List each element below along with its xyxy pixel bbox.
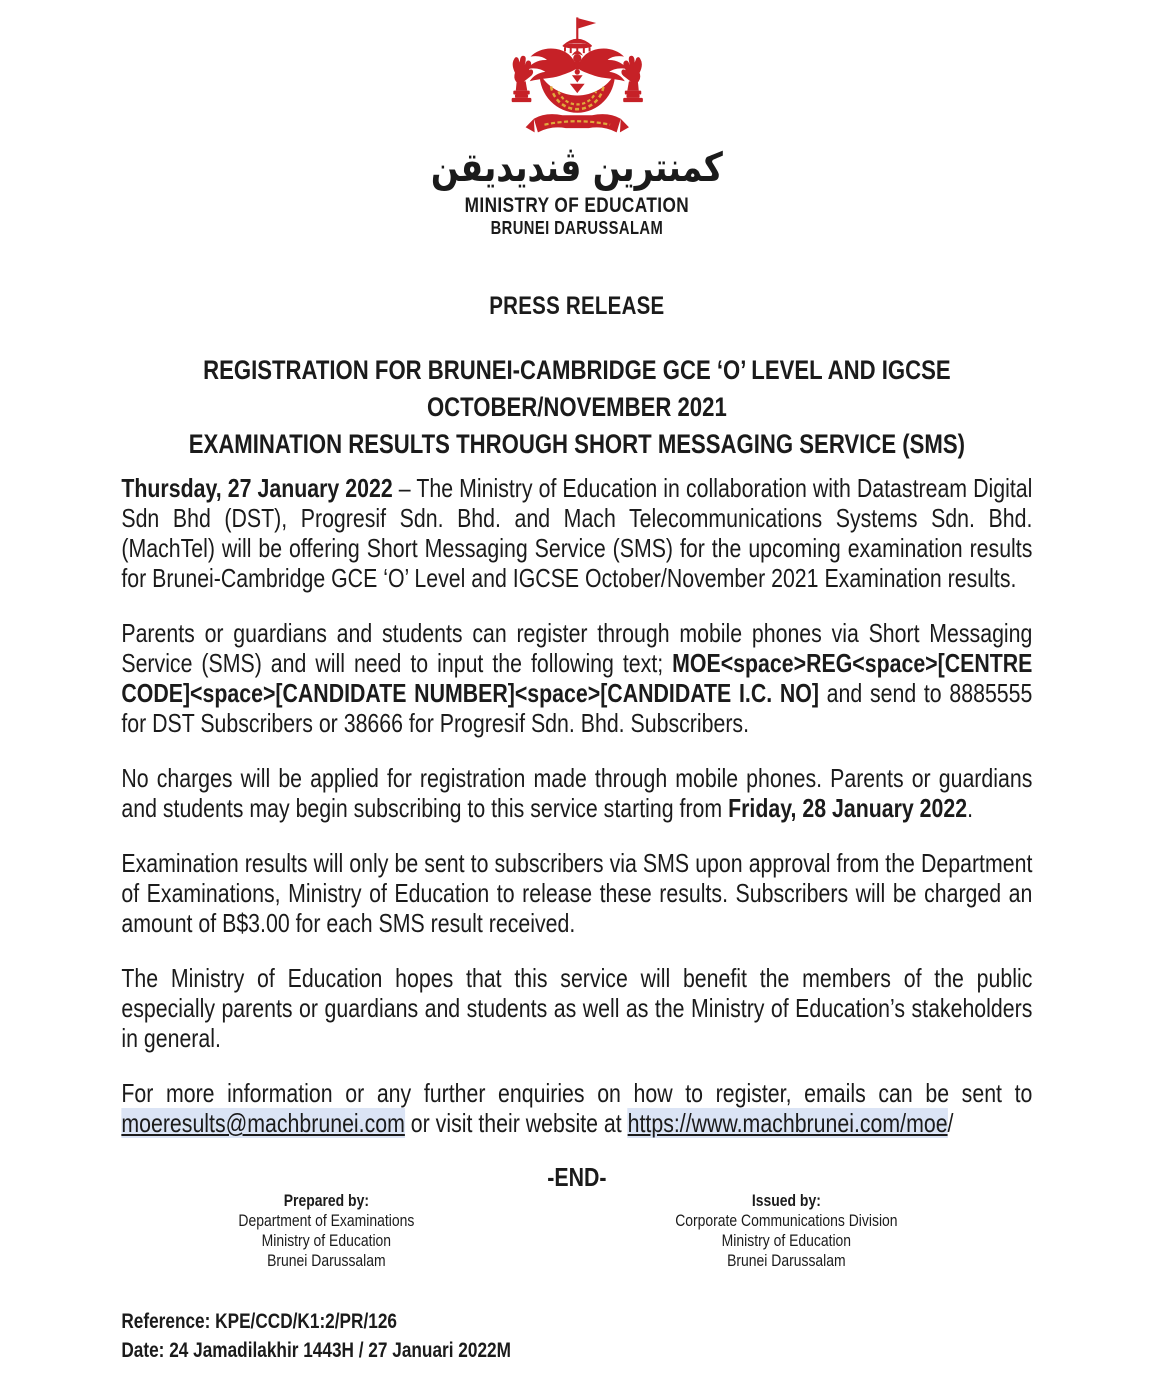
ministry-name-jawi: كمنترين ڤنديديقن xyxy=(430,145,723,191)
brunei-national-crest-icon xyxy=(487,14,667,140)
end-marker: -END- xyxy=(547,1162,607,1192)
prepared-by-department: Department of Examinations xyxy=(238,1211,415,1230)
issued-by-division: Corporate Communications Division xyxy=(675,1211,898,1230)
paragraph-contact-text: For more information or any further enquiries on how to register, emails can be sent to xyxy=(121,1078,1033,1108)
paragraph-announcement-text: – The Ministry of Education in collaboration with Datastream Digital Sdn Bhd (DST), Progresif Sdn. Bhd. and Mach Telecommunications Systems Sdn. Bhd. (MachTel) will be offering Short Messaging Service (SMS) for the upcoming examination results for Brunei-Cambridge GCE ‘O’ Level and IGCSE October/November 2021 Examination results. xyxy=(121,473,1033,593)
document-title xyxy=(121,352,1032,463)
paragraph-announcement xyxy=(121,473,1032,593)
crest-left-hand-icon xyxy=(511,56,532,102)
document-title-line2: EXAMINATION RESULTS THROUGH SHORT MESSAGING SERVICE (SMS) xyxy=(188,429,965,459)
issued-by-ministry: Ministry of Education xyxy=(721,1231,852,1250)
document-title-line1: REGISTRATION FOR BRUNEI-CAMBRIDGE GCE ‘O’ LEVEL AND IGCSE OCTOBER/NOVEMBER 2021 xyxy=(203,355,951,422)
prepared-by-label: Prepared by: xyxy=(283,1191,369,1210)
paragraph-contact-text-2: or visit their website at xyxy=(404,1108,628,1138)
ministry-letterhead xyxy=(0,0,1154,238)
issued-by-block xyxy=(540,1191,1032,1271)
document-body xyxy=(0,292,1154,1365)
email-link[interactable]: moeresults@machbrunei.com xyxy=(121,1108,405,1138)
paragraph-registration-text-2: and send to 8885555 for DST Subscribers or 38666 for Progresif Sdn. Bhd. Subscribers. xyxy=(121,678,1033,738)
reference-number: Reference: KPE/CCD/K1:2/PR/126 xyxy=(121,1310,397,1333)
country-name: BRUNEI DARUSSALAM xyxy=(490,218,664,238)
subscription-start-date: Friday, 28 January 2022 xyxy=(728,793,968,823)
paragraph-charges xyxy=(121,763,1032,823)
reference-block xyxy=(121,1307,1032,1365)
signoff-section xyxy=(121,1191,1032,1271)
website-link[interactable]: https://www.machbrunei.com/moe xyxy=(627,1108,948,1138)
prepared-by-block xyxy=(121,1191,531,1271)
paragraph-charges-text: No charges will be applied for registration made through mobile phones. Parents or guardians and students may begin subscribing to this service starting from xyxy=(121,763,1033,823)
crest-right-hand-icon xyxy=(621,56,642,102)
issued-by-label: Issued by: xyxy=(751,1191,821,1210)
issued-by-country: Brunei Darussalam xyxy=(727,1251,846,1270)
paragraph-contact-text-3: / xyxy=(947,1108,954,1138)
prepared-by-country: Brunei Darussalam xyxy=(267,1251,386,1270)
prepared-by-ministry: Ministry of Education xyxy=(261,1231,392,1250)
paragraph-benefit: The Ministry of Education hopes that this service will benefit the members of the public especially parents or guardians and students as well as the Ministry of Education’s stakeholders in general. xyxy=(121,963,1033,1053)
ministry-name: MINISTRY OF EDUCATION xyxy=(464,194,690,217)
sms-format-code: MOE<space>REG<space>[CENTRE CODE]<space>[CANDIDATE NUMBER]<space>[CANDIDATE I.C. NO] xyxy=(121,648,1033,708)
paragraph-registration-text: Parents or guardians and students can register through mobile phones via Short Messaging Service (SMS) and will need to input the following text; xyxy=(121,618,1033,678)
crest-banner-icon xyxy=(525,114,628,132)
document-date: Date: 24 Jamadilakhir 1443H / 27 Januari 2022M xyxy=(121,1339,511,1362)
press-release-heading: PRESS RELEASE xyxy=(489,292,665,320)
paragraph-results-release: Examination results will only be sent to subscribers via SMS upon approval from the Department of Examinations, Ministry of Education to release these results. Subscribers will be charged an amount of B$3.00 for each SMS result received. xyxy=(121,848,1033,938)
paragraph-contact xyxy=(121,1078,1032,1138)
paragraph-charges-text-2: . xyxy=(967,793,974,823)
paragraph-registration xyxy=(121,618,1032,738)
release-date: Thursday, 27 January 2022 xyxy=(121,473,393,503)
